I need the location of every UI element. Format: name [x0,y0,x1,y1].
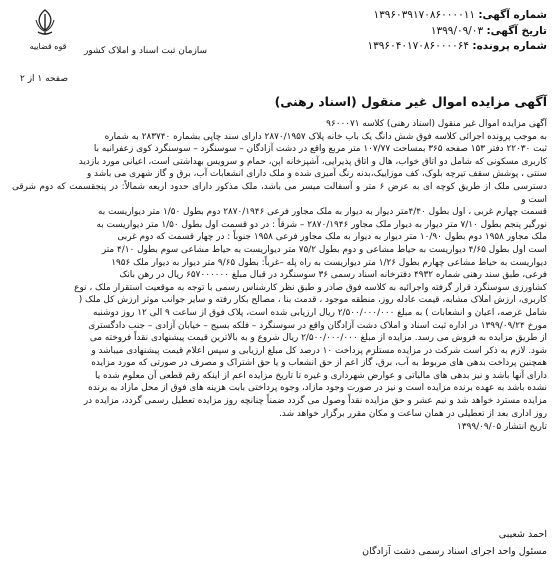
notice-line: دارای آنها باشد و نیز بدهی های مالیاتی و عوارض شهرداری و غیره تا تاریخ مزایده اعم از اینکه رقم قطعی آن معلوم شده یا [95,370,547,381]
logo-caption: قوه قضاییه [29,42,67,51]
notice-line: آگهی مزایده اموال غیر منقول (اسناد رهنی) کلاسه ۹۶۰۰۰۷۱ [326,119,547,129]
notice-line: به موجب پرونده اجرائی کلاسه فوق شش دانگ یک باب خانه پلاک ۲۸۷۰/۱۹۵۷ دارای سند چاپی بشماره ۲۸۳۷۴۰ به شماره [104,131,547,142]
notice-line: کاربری مسکونی که شامل دو اتاق خواب، هال و اتاق پذیرایی، آشپزخانه اپن، حمام و سرویس بهداشتی است، اعیانی مورد بازدید [78,156,547,167]
file-number-row [342,39,547,55]
notice-line: نشده باشد به عهده برنده مزایده است و نیز در صورت وجود مازاد، وجوه پرداختی بابت هزینه های فوق از محل مازاد به برنده [88,383,547,394]
publish-date-label: تاریخ انتشار [503,422,547,433]
notice-line: مورخ ۱۳۹۹/۰۹/۲۴ در اداره ثبت اسناد و املاک دشت آزادگان واقع در سوسنگرد – فلکه بسیج – خیابان آزادی – جنب دادگستری [88,320,547,331]
ad-meta [342,8,547,55]
ad-date-label: تاریخ آگهی: [486,24,547,37]
signer-title: مسئول واحد اجرای اسناد رسمی دشت آزادگان [362,546,547,557]
notice-line: ملک مجاور ۱۹۵۸ دوم بطول ۱۰/۹۰ متر دیوار به دیوار به ملک مجاور فرعی ۱۹۵۸ جنوباً : در چهار قسمت که دوم غربی [117,232,547,243]
notice-line: قسمت چهارم غربی ، اول بطول ۴/۴۰متر دیوار به دیوار به ملک مجاور فرعی ۲۸۷۰/۱۹۴۶ دوم بطول ۱/۵۰ متر دیواریست به [98,207,547,218]
notice-line: کاربری، ارزش املاک مشابه، قیمت عادله روز، منطقه موجود ، قدمت بنا ، مصالح بکار رفته و سایر جوانب موثر ارزش کل ملک ( [78,295,547,306]
notice-line: است اول بطول ۴/۶۵ دیواریست به حیاط مشاعی و دوم بطول ۷۵/۲ متر دیواریست به حیاط مشاعی سوم بطول ۴/۱۰ متر [101,244,547,255]
page-number: صفحه ۱ از ۲ [20,74,68,84]
notice-line: فرعی، طبق سند رهنی شماره ۴۹۳۲ دفترخانه اسناد رسمی ۳۶ سوسنگرد در قبال مبلغ ۶۵۷۰۰۰۰۰۰ ریال در رهن بانک [119,270,547,281]
notice-title: آگهی مزایده اموال غیر منقول (اسناد رهنی) [274,94,547,109]
org-name: سازمان ثبت اسناد و املاک کشور [84,46,208,56]
notice-lines [12,118,547,420]
publish-date: ۱۳۹۹/۰۹/۰۵ [457,422,502,433]
signature-block [12,526,547,560]
notice-line: سنتی ، پوشش سقف تیرچه بلوک، کف موزاییک،بدنه رنگ آمیزی شده و ملک دارای انشعابات آب، برق و گاز شهری می باشد و [86,169,547,180]
notice-line: ثبت ۲۲۰۳۰ دفتر ۱۵۳ صفحه ۳۶۵ بمساحت ۱۰۷/۷۷ متر مربع واقع در دشت آزادگان – سوسنگرد – سوسنگرد کوی زعفرانیه با [93,144,547,155]
ad-number-row [342,8,547,24]
file-number: ۱۳۹۶۰۴۰۱۷۰۸۶۰۰۰۰۶۴ [367,40,470,52]
ad-date-row [342,24,547,40]
signer-name: احمد شعیبی [498,529,547,540]
notice-line: نورگیر پنجم بطول ۷/۱۰ متر دیوار به دیوار ملک مجاور ۲۸۷۰/۱۹۴۶ – شرقاً : در دو قسمت اول بطول ۱/۵۰ متر دیواریست به [96,219,547,230]
notice-line: دسترسی ملک از طریق کوچه ای به عرض ۶ متر و آسفالت میسر می باشد، ملک مذکور دارای حدود اربعه شمالاً: در پنجقسمت که دوم شرقی است و [12,181,547,205]
ad-date: ۱۳۹۹/۰۹/۰۳ [430,24,484,37]
notice-line: همچنین پرداخت بدهی های مربوط به آب، برق، گاز اعم از حق انشعاب و یا حق اشتراک و مصرف در صورتی که مورد مزایده [91,358,547,369]
file-number-label: شماره پرونده: [472,40,547,52]
judiciary-logo [12,6,217,68]
emblem-icon [32,8,58,38]
notice-body [12,118,547,518]
notice-line: از طریق مزایده به فروش می رسد. مزایده از مبلغ ۲/۵۰۰/۰۰۰/۰۰۰ ریال شروع و به بالاترین قیمت پیشنهادی نقداً فروخته می [89,333,547,344]
notice-line: شامل عرصه، اعیان و انشعابات ) به مبلغ ۲/۵۰۰/۰۰۰/۰۰۰ ریال ارزیابی شده است، پلاک فوق از ساعت ۹ الی ۱۲ روز دوشنبه [92,307,547,318]
notice-line: کشاورزی سوسنگرد قرار گرفته واجرائیه به کلاسه فوق صادر و طبق نظر کارشناس رسمی با توجه به موقعیت استقرار ملک ، نوع [74,282,547,293]
notice-line: روز اداری بعد از تعطیلی در همان ساعت و مکان مقرر برگزار خواهد شد. [279,408,547,419]
ad-number: ۱۳۹۶۰۳۹۱۷۰۸۶۰۰۰۰۱۱ [373,9,475,21]
notice-line: مزایده مسترد خواهد شد و نیم عشر و حق مزایده نقداً وصول می گردد ضمناً چنانچه روز مزایده تعطیل رسمی گردد، مزایده در [83,396,547,407]
notice-line: شود. لازم به ذکر است شرکت در مزایده مستلزم پرداخت ۱۰ درصد کل مبلغ ارزیابی و سپس اعلام قیمت پیشنهادی میباشد و [91,345,547,356]
notice-line: دیواریست به حیاط مشاعی چهارم بطول ۱/۲۶ متر دیواریست به راه پله –غرباً: بطول ۹/۶۵ متر دیوار به دیوار ملک ۱۹۵۶ [111,257,547,268]
ad-number-label: شماره آگهی: [478,9,547,21]
publish-date-line [12,421,547,434]
